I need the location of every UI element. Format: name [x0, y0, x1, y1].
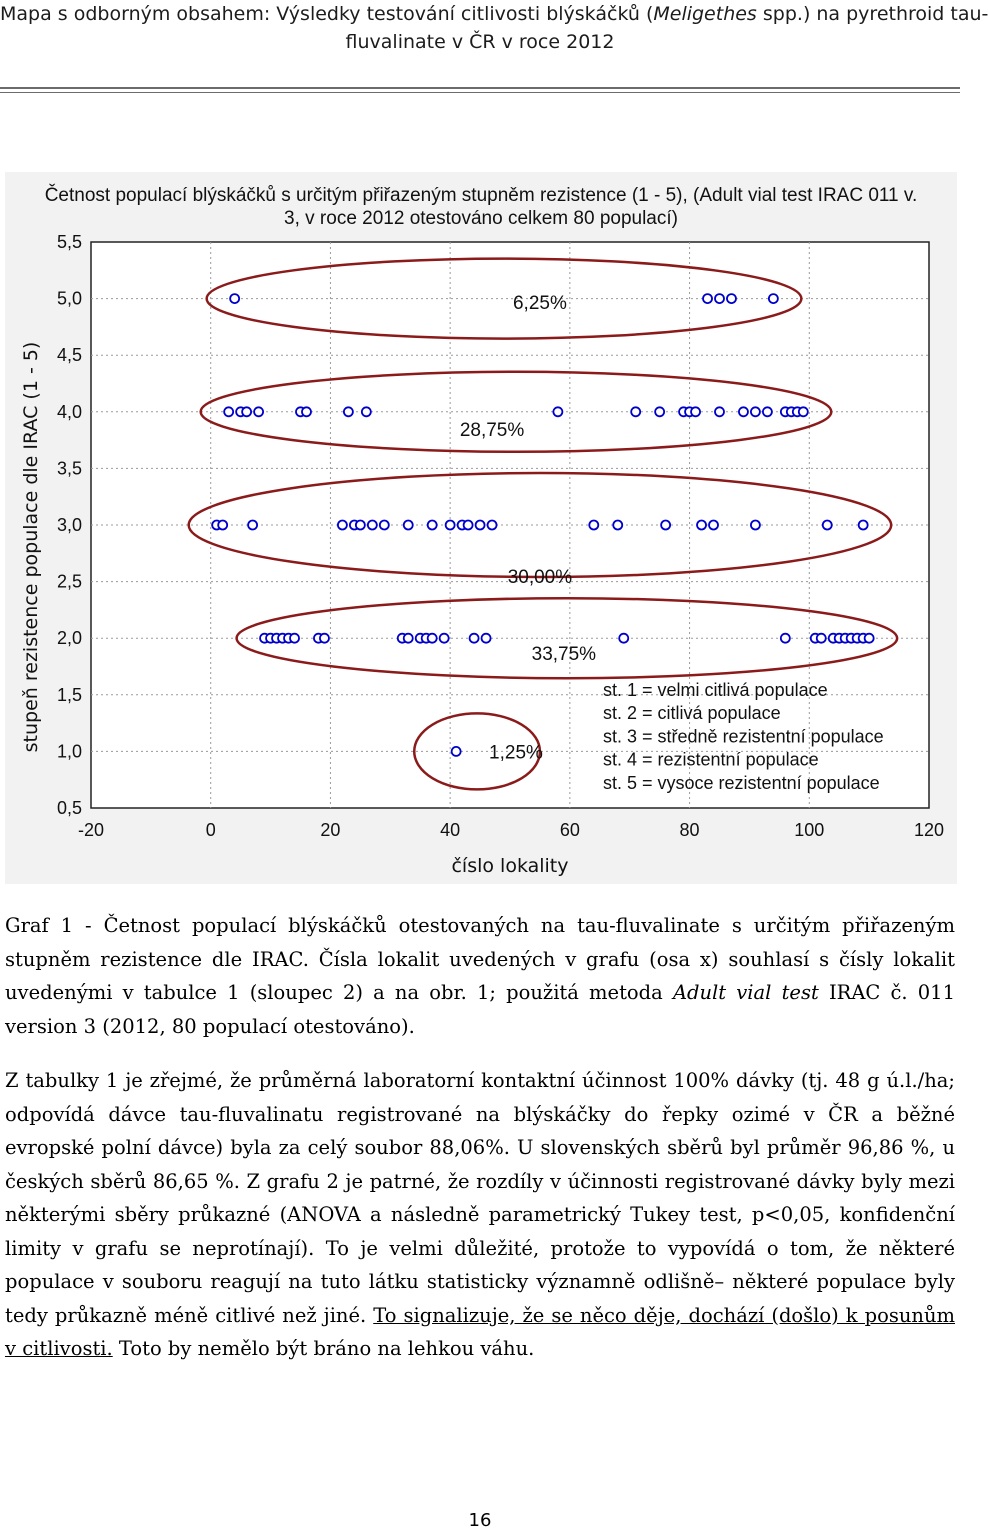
data-point	[727, 294, 736, 303]
data-point	[781, 634, 790, 643]
x-tick-label: -20	[77, 820, 105, 840]
data-point	[338, 521, 347, 530]
header-text: Mapa s odborným obsahem: Výsledky testování citlivosti blýskáčků (	[0, 3, 654, 25]
data-point	[703, 294, 712, 303]
data-point	[302, 407, 311, 416]
data-point	[859, 521, 868, 530]
percent-label-level-2: 33,75%	[531, 643, 597, 665]
header-rule	[0, 87, 960, 89]
data-point	[691, 407, 700, 416]
data-point	[865, 634, 874, 643]
data-point	[404, 634, 413, 643]
x-tick-label: 40	[440, 820, 461, 840]
y-tick-label: 4,0	[56, 401, 82, 422]
caption-italic-text: Adult vial test	[672, 981, 819, 1004]
data-point	[751, 521, 760, 530]
percent-label-level-3: 30,00%	[507, 566, 573, 588]
legend-entry: st. 3 = středně rezistentní populace	[603, 726, 884, 747]
percent-label-level-1: 1,25%	[489, 742, 543, 764]
y-tick-label: 3,5	[56, 458, 82, 479]
x-tick-label: 0	[205, 820, 216, 840]
data-point	[655, 407, 664, 416]
data-point	[230, 294, 239, 303]
data-point	[380, 521, 389, 530]
body-text: Toto by nemělo být bráno na lehkou váhu.	[112, 1337, 535, 1360]
legend-entry: st. 1 = velmi citlivá populace	[603, 680, 828, 700]
y-tick-label: 0,5	[56, 798, 82, 818]
chart-title-line-1: Četnost populací blýskáčků s určitým přiřazeným stupněm rezistence (1 - 5), (Adult vial test IRAC 011 v.	[44, 185, 918, 206]
data-point	[224, 407, 233, 416]
data-point	[440, 634, 449, 643]
data-point	[254, 407, 263, 416]
caption-text: IRAC č. 011 version 3 (2012, 80 populací otestováno).	[5, 981, 955, 1038]
data-point	[464, 521, 473, 530]
data-point	[290, 634, 299, 643]
x-tick-label: 100	[794, 820, 825, 840]
y-tick-label: 2,0	[56, 628, 82, 649]
data-point	[553, 407, 562, 416]
header-text: spp.) na pyrethroid tau-	[756, 3, 988, 25]
legend-entry: st. 4 = rezistentní populace	[603, 749, 819, 770]
data-point	[470, 634, 479, 643]
y-tick-label: 2,5	[56, 571, 82, 592]
legend-entry: st. 2 = citlivá populace	[603, 703, 781, 724]
data-point	[476, 521, 485, 530]
data-point	[709, 521, 718, 530]
x-tick-label: 80	[679, 820, 700, 840]
data-point	[362, 407, 371, 416]
page-number: 16	[468, 1510, 492, 1531]
y-axis-label: stupeň rezistence populace dle IRAC (1 - 5)	[20, 341, 42, 753]
x-tick-label: 60	[559, 820, 580, 840]
y-tick-label: 5,5	[56, 232, 82, 252]
y-tick-label: 5,0	[56, 288, 82, 309]
data-point	[488, 521, 497, 530]
data-point	[751, 407, 760, 416]
data-point	[715, 407, 724, 416]
data-point	[218, 521, 227, 530]
body-paragraph	[5, 1064, 955, 1366]
data-point	[320, 634, 329, 643]
data-point	[715, 294, 724, 303]
data-point	[589, 521, 598, 530]
percent-label-level-5: 6,25%	[512, 292, 567, 314]
legend-entry: st. 5 = vysoce rezistentní populace	[603, 772, 880, 793]
data-point	[368, 521, 377, 530]
y-tick-label: 1,5	[56, 684, 82, 705]
data-point	[482, 634, 491, 643]
data-point	[799, 407, 808, 416]
data-point	[763, 407, 772, 416]
data-point	[428, 521, 437, 530]
header-rule-thin	[0, 92, 960, 93]
data-point	[631, 407, 640, 416]
data-point	[817, 634, 826, 643]
figure-caption	[5, 909, 955, 1043]
data-point	[697, 521, 706, 530]
x-axis-label: číslo lokality	[451, 855, 569, 877]
chart-svg	[5, 172, 957, 884]
data-point	[613, 521, 622, 530]
chart-title-line-2: 3, v roce 2012 otestováno celkem 80 populací)	[284, 208, 678, 229]
body-text: Z tabulky 1 je zřejmé, že průměrná laboratorní kontaktní účinnost 100% dávky (tj. 48 g ú.l./ha; odpovídá dávce tau-fluvalinatu registrované na blýskáčky do řepky ozimé v ČR a běžné evropské polní dávce) byla za celý soubor 88,06%. U slovenských sběrů byl průměr 96,86 %, u českých sběrů 86,65 %. Z grafu 2 je patrné, že rozdíly v účinnosti registrované dávky byly mezi některými sběry průkazné (ANOVA a následně parametrický Tukey test, p<0,05, konfidenční limity v grafu se neprotínají). To je velmi důležité, protože to vypovídá o tom, že některé populace v souboru reagují na tuto látku statisticky významně odlišně– některé populace byly tedy průkazně méně citlivé než jiné.	[5, 1069, 955, 1327]
data-point	[428, 634, 437, 643]
data-point	[739, 407, 748, 416]
y-tick-label: 4,5	[56, 345, 82, 366]
body-underlined-text: To signalizuje, že se něco děje, dochází (došlo) k posunům v citlivosti.	[5, 1303, 956, 1360]
data-point	[248, 521, 257, 530]
y-tick-label: 3,0	[56, 515, 82, 535]
header-line-2: fluvalinate v ČR v roce 2012	[345, 31, 615, 53]
x-tick-label: 120	[913, 820, 945, 840]
data-point	[619, 634, 628, 643]
x-tick-label: 20	[320, 820, 341, 840]
data-point	[823, 521, 832, 530]
resistance-scatter-chart	[5, 172, 957, 884]
data-point	[404, 521, 413, 530]
percent-label-level-4: 28,75%	[459, 419, 525, 441]
data-point	[769, 294, 778, 303]
data-point	[344, 407, 353, 416]
header-line-1	[0, 0, 988, 28]
data-point	[356, 521, 365, 530]
data-point	[242, 407, 251, 416]
data-point	[446, 521, 455, 530]
data-point	[661, 521, 670, 530]
caption-text: Graf 1 - Četnost populací blýskáčků otestovaných na tau-fluvalinate s určitým přiřazeným stupněm rezistence dle IRAC. Čísla lokalit uvedených v grafu (osa x) souhlasí s čísly lokalit uvedenými v tabulce 1 (sloupec 2) a na obr. 1; použitá metoda	[5, 914, 955, 1004]
header-italic-text: Meligethes	[653, 3, 757, 25]
data-point	[452, 747, 461, 756]
y-tick-label: 1,0	[56, 741, 82, 762]
